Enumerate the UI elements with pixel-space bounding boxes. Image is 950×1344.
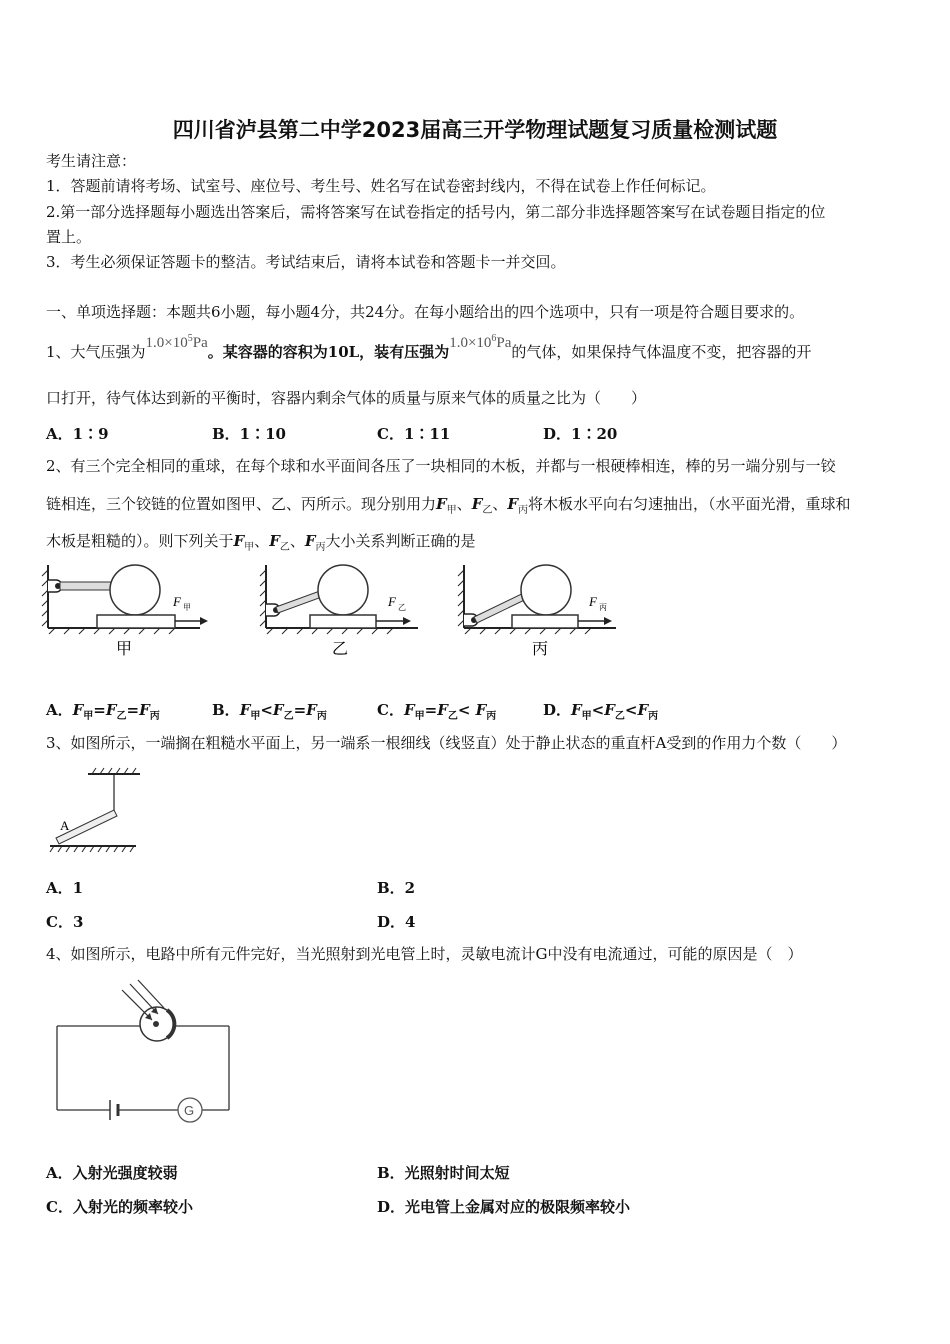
notice-heading: 考生请注意： [46, 152, 137, 170]
q4-option-d[interactable]: D．光电管上金属对应的极限频率较小 [377, 1198, 631, 1216]
figure-rod [48, 768, 148, 858]
q3-option-d[interactable]: D．4 [377, 913, 416, 931]
rod-label: A [60, 818, 70, 833]
question-3: 3、如图所示，一端搁在粗糙水平面上，另一端系一根细线（线竖直）处于静止状态的重直杆A受到的作用力个数（ ） [46, 734, 847, 752]
question-2-line3: 木板是粗糙的）。则下列关于$F_甲$、$F_乙$、$F_丙$大小关系判断正确的是 [46, 532, 476, 553]
question-2-line2: 链相连，三个铰链的位置如图甲、乙、丙所示。现分别用力$F_甲$、$F_乙$、$F_丙$将木板水平向右匀速抽出，（水平面光滑，重球和 [46, 495, 851, 516]
q3-option-b[interactable]: B．2 [377, 879, 416, 897]
question-1: 1、大气压强为$1.0\times 10^5Pa$。某容器的容积为10L，装有压强为$1.0\times 10^6Pa$的气体，如果保持气体温度不变，把容器的开 [46, 333, 812, 361]
svg-text:乙: 乙 [398, 603, 406, 612]
q2-option-d[interactable]: D．$F_甲<F_乙<F_丙$ [543, 701, 659, 722]
figure-bing [456, 560, 626, 660]
q4-option-c[interactable]: C．入射光的频率较小 [46, 1198, 193, 1216]
question-4: 4、如图所示，电路中所有元件完好，当光照射到光电管上时，灵敏电流计G中没有电流通过，可能的原因是（ ） [46, 945, 803, 963]
notice-item-3: 3．考生必须保证答题卡的整洁。考试结束后，请将本试卷和答题卡一并交回。 [46, 253, 566, 271]
q3-option-a[interactable]: A．1 [46, 879, 84, 897]
galvanometer-label: G [184, 1103, 195, 1118]
svg-text:F: F [173, 594, 181, 609]
q1-option-c[interactable]: C．1∶11 [377, 425, 451, 443]
figure-label-yi: 乙 [332, 639, 349, 658]
figure-label-jia: 甲 [116, 639, 133, 658]
page-title: 四川省泸县第二中学2023届高三开学物理试题复习质量检测试题 [172, 118, 778, 142]
figure-label-bing: 丙 [532, 639, 549, 658]
q1-option-b[interactable]: B．1∶10 [212, 425, 286, 443]
svg-text:F: F [589, 594, 597, 609]
svg-text:F: F [388, 594, 396, 609]
figure-circuit [52, 980, 242, 1125]
svg-text:丙: 丙 [599, 603, 607, 612]
question-2: 2、有三个完全相同的重球，在每个球和水平面间各压了一块相同的木板，并都与一根硬棒相连，棒的另一端分别与一铰 [46, 457, 836, 475]
question-1-line2: 口打开，待气体达到新的平衡时，容器内剩余气体的质量与原来气体的质量之比为（ ） [46, 389, 647, 407]
q1-option-a[interactable]: A．1∶9 [46, 425, 109, 443]
q2-option-c[interactable]: C．$F_甲=F_乙< F_丙$ [377, 701, 497, 722]
figure-jia [40, 560, 210, 660]
notice-item-2: 2.第一部分选择题每小题选出答案后，需将答案写在试卷指定的括号内，第二部分非选择题答案写在试卷题目指定的位 [46, 203, 826, 221]
q2-option-b[interactable]: B．$F_甲<F_乙=F_丙$ [212, 701, 327, 722]
figure-yi [258, 560, 428, 660]
q4-option-a[interactable]: A．入射光强度较弱 [46, 1164, 178, 1182]
q3-option-c[interactable]: C．3 [46, 913, 84, 931]
svg-text:甲: 甲 [183, 603, 191, 612]
notice-item-2-cont: 置上。 [46, 228, 92, 246]
section-heading: 一、单项选择题：本题共6小题，每小题4分，共24分。在每小题给出的四个选项中，只有一项是符合题目要求的。 [46, 303, 805, 321]
q2-option-a[interactable]: A．$F_甲=F_乙=F_丙$ [46, 701, 160, 722]
q1-option-d[interactable]: D．1∶20 [543, 425, 618, 443]
q4-option-b[interactable]: B．光照射时间太短 [377, 1164, 510, 1182]
notice-item-1: 1．答题前请将考场、试室号、座位号、考生号、姓名写在试卷密封线内，不得在试卷上作任何标记。 [46, 177, 716, 195]
